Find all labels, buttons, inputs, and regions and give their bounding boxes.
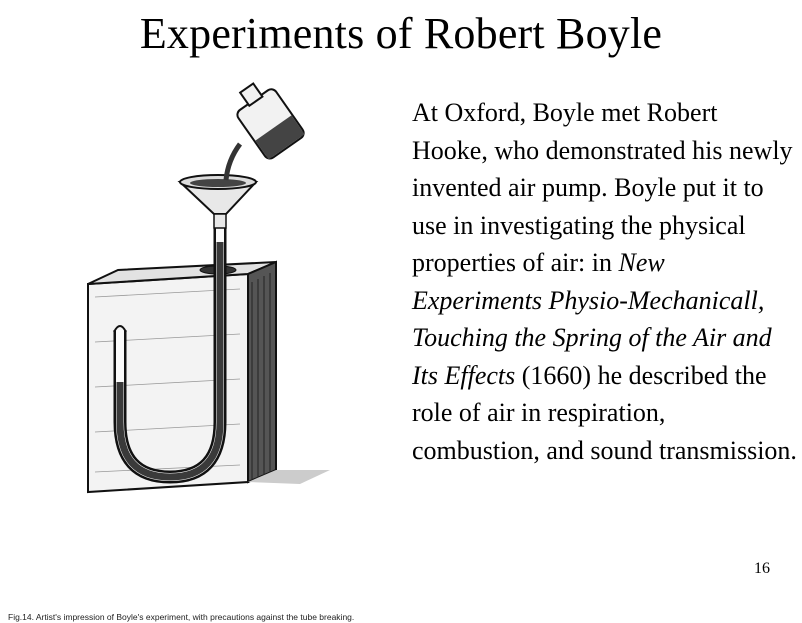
- figure-caption: Fig.14. Artist's impression of Boyle's experiment, with precautions against the tube breaking.: [8, 612, 355, 622]
- slide-title: Experiments of Robert Boyle: [139, 9, 663, 58]
- boyle-experiment-figure: [0, 82, 395, 622]
- book-title: New Experiments Physio-Mechanicall, Touching the Spring of the Air and Its Effects: [412, 248, 772, 390]
- slide-number: 16: [754, 560, 770, 577]
- j-tube-illustration: [0, 82, 395, 532]
- body-intro: At Oxford, Boyle met Robert Hooke, who demonstrated his newly invented air pump. Boyle put it to use in investigating the physical properties of air: in: [412, 98, 793, 277]
- body-outro: (1660) he described the role of air in respiration, combustion, and sound transmission.: [412, 360, 797, 465]
- body-paragraph: [412, 94, 797, 469]
